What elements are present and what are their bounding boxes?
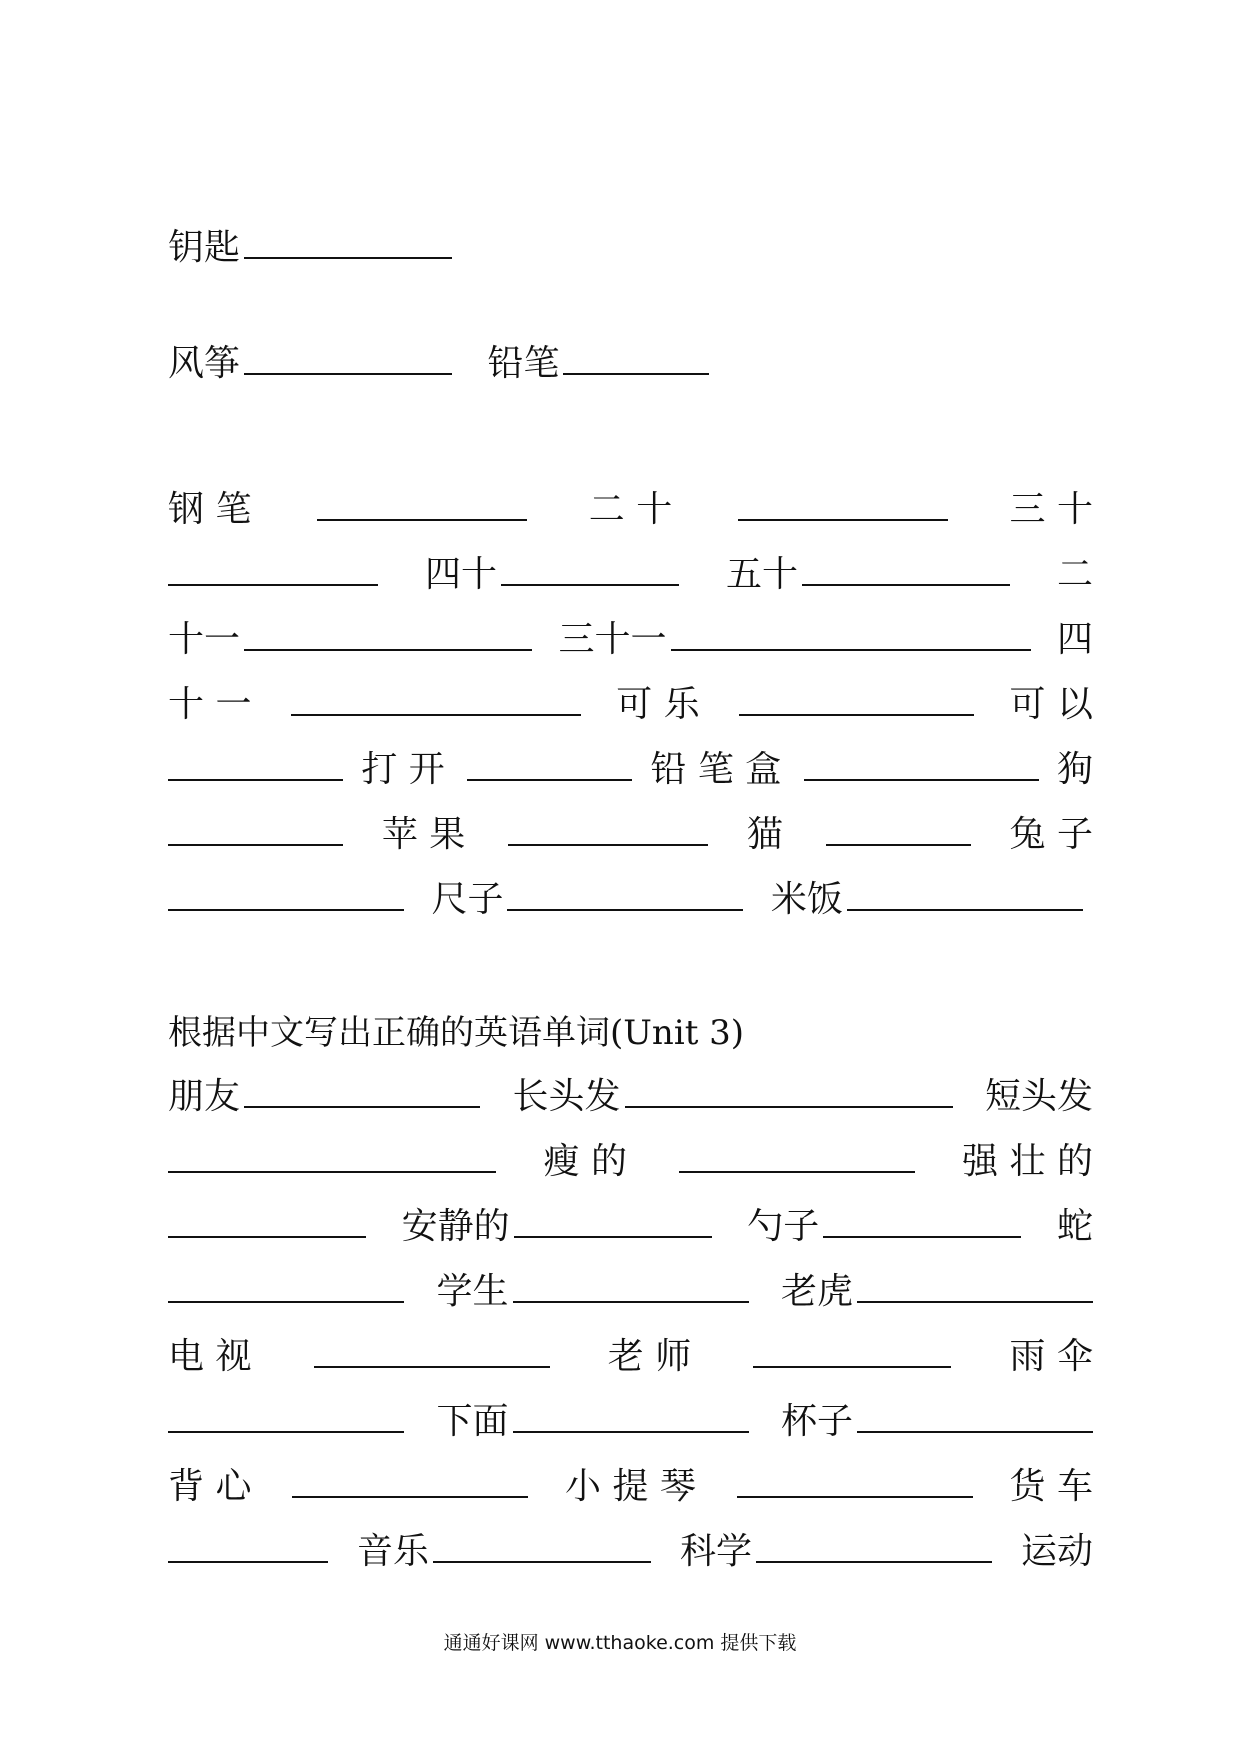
word-twenty-one-start: 二 bbox=[1056, 554, 1093, 595]
answer-blank[interactable] bbox=[563, 373, 709, 375]
word-vest: 背 心 bbox=[168, 1466, 252, 1507]
word-under: 下面 bbox=[436, 1401, 509, 1442]
word-thirty-one: 三十一 bbox=[558, 619, 667, 660]
answer-blank[interactable] bbox=[857, 1301, 1093, 1303]
answer-blank[interactable] bbox=[168, 779, 343, 781]
answer-blank[interactable] bbox=[291, 714, 581, 716]
answer-blank[interactable] bbox=[501, 584, 679, 586]
answer-blank[interactable] bbox=[168, 584, 378, 586]
answer-blank[interactable] bbox=[847, 909, 1083, 911]
answer-blank[interactable] bbox=[244, 373, 452, 375]
answer-blank[interactable] bbox=[168, 1431, 404, 1433]
answer-blank[interactable] bbox=[168, 1301, 404, 1303]
answer-blank[interactable] bbox=[671, 649, 1031, 651]
vocab-line-9 bbox=[168, 870, 1093, 930]
answer-blank[interactable] bbox=[513, 1301, 749, 1303]
word-violin: 小 提 琴 bbox=[565, 1466, 696, 1507]
answer-blank[interactable] bbox=[804, 779, 1039, 781]
word-strong: 强 壮 的 bbox=[962, 1141, 1093, 1182]
vocab-line-8 bbox=[168, 805, 1093, 865]
word-twenty: 二 十 bbox=[588, 489, 673, 530]
vocab-line-6 bbox=[168, 675, 1093, 735]
vocab-line-16 bbox=[168, 1457, 1093, 1517]
answer-blank[interactable] bbox=[317, 519, 527, 521]
answer-blank[interactable] bbox=[168, 1561, 328, 1563]
word-pencil: 铅笔 bbox=[487, 343, 560, 384]
vocab-line-14 bbox=[168, 1327, 1093, 1387]
answer-blank[interactable] bbox=[168, 844, 343, 846]
word-thin: 瘦 的 bbox=[543, 1141, 627, 1182]
answer-blank[interactable] bbox=[508, 844, 708, 846]
word-music: 音乐 bbox=[356, 1531, 429, 1572]
section-heading: 根据中文写出正确的英语单词(Unit 3) bbox=[168, 1013, 745, 1053]
vocab-line-1 bbox=[168, 218, 1093, 278]
word-quiet: 安静的 bbox=[401, 1206, 510, 1247]
answer-blank[interactable] bbox=[756, 1561, 992, 1563]
vocab-line-11 bbox=[168, 1132, 1093, 1192]
word-science: 科学 bbox=[679, 1531, 752, 1572]
vocab-line-17 bbox=[168, 1522, 1093, 1582]
answer-blank[interactable] bbox=[244, 257, 452, 259]
word-key: 钥匙 bbox=[168, 227, 241, 268]
answer-blank[interactable] bbox=[507, 909, 743, 911]
answer-blank[interactable] bbox=[679, 1171, 915, 1173]
vocab-line-13 bbox=[168, 1262, 1093, 1322]
word-teacher: 老 师 bbox=[607, 1336, 692, 1377]
answer-blank[interactable] bbox=[514, 1236, 712, 1238]
answer-blank[interactable] bbox=[739, 714, 974, 716]
word-pencil-case: 铅 笔 盒 bbox=[650, 749, 782, 790]
footer-source-note: 通通好课网 www.tthaoke.com 提供下载 bbox=[443, 1632, 797, 1654]
word-friend: 朋友 bbox=[168, 1076, 241, 1117]
vocab-line-3 bbox=[168, 480, 1093, 540]
vocab-line-10 bbox=[168, 1067, 1093, 1127]
vocab-line-4 bbox=[168, 545, 1093, 605]
answer-blank[interactable] bbox=[168, 1171, 496, 1173]
answer-blank[interactable] bbox=[513, 1431, 749, 1433]
vocab-line-7 bbox=[168, 740, 1093, 800]
word-tv: 电 视 bbox=[168, 1336, 252, 1377]
word-tiger: 老虎 bbox=[780, 1271, 853, 1312]
word-cat: 猫 bbox=[746, 814, 783, 855]
word-spoon: 勺子 bbox=[747, 1206, 820, 1247]
vocab-line-2 bbox=[168, 334, 1093, 394]
answer-blank[interactable] bbox=[802, 584, 1010, 586]
word-cup: 杯子 bbox=[780, 1401, 853, 1442]
answer-blank[interactable] bbox=[314, 1366, 550, 1368]
answer-blank[interactable] bbox=[738, 519, 948, 521]
word-kite: 风筝 bbox=[168, 343, 241, 384]
answer-blank[interactable] bbox=[823, 1236, 1021, 1238]
answer-blank[interactable] bbox=[244, 1106, 480, 1108]
word-rice: 米饭 bbox=[770, 879, 843, 920]
answer-blank[interactable] bbox=[753, 1366, 951, 1368]
vocab-line-12 bbox=[168, 1197, 1093, 1257]
answer-blank[interactable] bbox=[433, 1561, 651, 1563]
word-pen: 钢 笔 bbox=[168, 489, 252, 530]
word-forty: 四十 bbox=[424, 554, 497, 595]
word-student: 学生 bbox=[436, 1271, 509, 1312]
word-sports: 运动 bbox=[1020, 1531, 1093, 1572]
answer-blank[interactable] bbox=[857, 1431, 1093, 1433]
answer-blank[interactable] bbox=[168, 1236, 366, 1238]
answer-blank[interactable] bbox=[168, 909, 404, 911]
word-umbrella: 雨 伞 bbox=[1009, 1336, 1093, 1377]
answer-blank[interactable] bbox=[244, 649, 532, 651]
word-long-hair: 长头发 bbox=[512, 1076, 621, 1117]
word-fifty: 五十 bbox=[725, 554, 798, 595]
word-open: 打 开 bbox=[361, 749, 445, 790]
word-snake: 蛇 bbox=[1056, 1206, 1093, 1247]
word-rabbit: 兔 子 bbox=[1009, 814, 1093, 855]
word-thirty: 三 十 bbox=[1009, 489, 1093, 530]
word-apple: 苹 果 bbox=[381, 814, 466, 855]
word-forty-one-end: 十 一 bbox=[168, 684, 252, 725]
answer-blank[interactable] bbox=[467, 779, 632, 781]
word-van: 货 车 bbox=[1009, 1466, 1093, 1507]
word-short-hair-start: 短头发 bbox=[984, 1076, 1093, 1117]
word-dog: 狗 bbox=[1056, 749, 1093, 790]
answer-blank[interactable] bbox=[292, 1496, 528, 1498]
answer-blank[interactable] bbox=[826, 844, 971, 846]
answer-blank[interactable] bbox=[737, 1496, 973, 1498]
word-twenty-one-end: 十一 bbox=[168, 619, 241, 660]
vocab-line-15 bbox=[168, 1392, 1093, 1452]
word-cola: 可 乐 bbox=[616, 684, 700, 725]
word-can: 可 以 bbox=[1009, 684, 1093, 725]
vocab-line-5 bbox=[168, 610, 1093, 670]
word-forty-one-start: 四 bbox=[1056, 619, 1093, 660]
word-ruler: 尺子 bbox=[431, 879, 504, 920]
answer-blank[interactable] bbox=[625, 1106, 953, 1108]
